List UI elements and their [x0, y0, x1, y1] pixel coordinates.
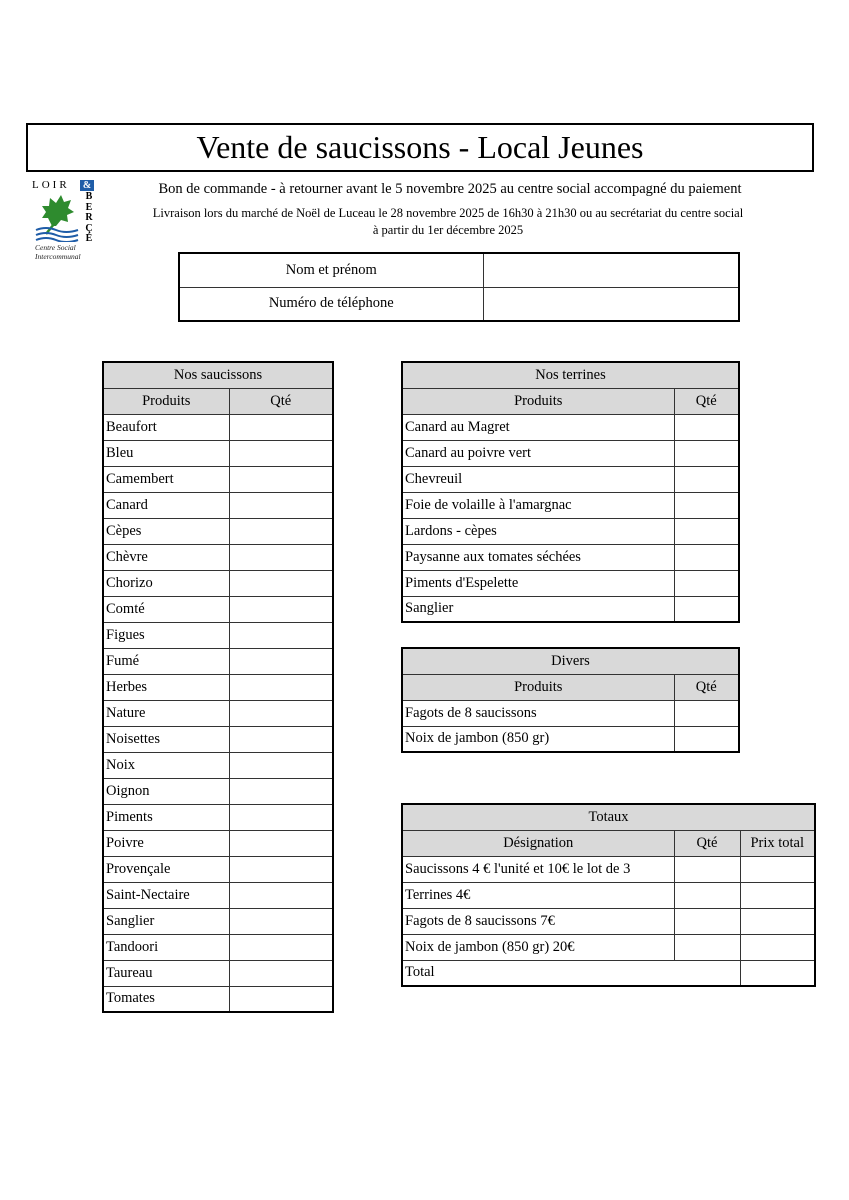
- qty-cell[interactable]: [674, 726, 739, 752]
- logo-caption: Centre Social Intercommunal: [35, 243, 81, 261]
- column-header-product: Produits: [402, 674, 674, 700]
- page-title: Vente de saucissons - Local Jeunes: [26, 123, 814, 172]
- qty-cell[interactable]: [229, 466, 333, 492]
- saucissons-table: [102, 361, 334, 1013]
- product-name: Canard: [103, 492, 229, 518]
- qty-cell[interactable]: [674, 414, 739, 440]
- qty-cell[interactable]: [229, 492, 333, 518]
- product-name: Chèvre: [103, 544, 229, 570]
- table-row: [103, 778, 333, 804]
- column-header-product: Produits: [402, 388, 674, 414]
- table-row: [103, 752, 333, 778]
- column-header-price: Prix total: [740, 830, 815, 856]
- qty-cell[interactable]: [674, 934, 740, 960]
- table-row: [402, 726, 739, 752]
- qty-cell[interactable]: [229, 622, 333, 648]
- column-header-designation: Désignation: [402, 830, 674, 856]
- table-row: [103, 596, 333, 622]
- total-price-cell[interactable]: [740, 960, 815, 986]
- column-header-qty: Qté: [229, 388, 333, 414]
- total-label: Total: [402, 960, 740, 986]
- table-row: [103, 726, 333, 752]
- table-title: Nos saucissons: [103, 362, 333, 388]
- product-name: Saucissons 4 € l'unité et 10€ le lot de 3: [402, 856, 674, 882]
- qty-cell[interactable]: [674, 856, 740, 882]
- product-name: Terrines 4€: [402, 882, 674, 908]
- product-name: Noix: [103, 752, 229, 778]
- product-name: Fagots de 8 saucissons: [402, 700, 674, 726]
- price-cell[interactable]: [740, 934, 815, 960]
- table-row: [402, 596, 739, 622]
- column-header-qty: Qté: [674, 830, 740, 856]
- product-name: Sanglier: [103, 908, 229, 934]
- table-row: [103, 986, 333, 1012]
- table-row: [402, 518, 739, 544]
- qty-cell[interactable]: [229, 752, 333, 778]
- table-row: [103, 700, 333, 726]
- qty-cell[interactable]: [229, 804, 333, 830]
- table-row: [103, 934, 333, 960]
- table-row: [402, 908, 815, 934]
- qty-cell[interactable]: [229, 960, 333, 986]
- qty-cell[interactable]: [229, 648, 333, 674]
- qty-cell[interactable]: [229, 908, 333, 934]
- product-name: Piments: [103, 804, 229, 830]
- table-row: [402, 492, 739, 518]
- table-row: [402, 570, 739, 596]
- logo-text: LOIR: [32, 179, 70, 191]
- column-header-qty: Qté: [674, 388, 739, 414]
- qty-cell[interactable]: [674, 518, 739, 544]
- qty-cell[interactable]: [229, 596, 333, 622]
- table-row: [103, 518, 333, 544]
- qty-cell[interactable]: [229, 934, 333, 960]
- column-header-qty: Qté: [674, 674, 739, 700]
- contact-table: [178, 252, 740, 322]
- name-label: Nom et prénom: [179, 253, 483, 287]
- table-row: [103, 492, 333, 518]
- qty-cell[interactable]: [229, 986, 333, 1012]
- product-name: Canard au Magret: [402, 414, 674, 440]
- product-name: Noisettes: [103, 726, 229, 752]
- qty-cell[interactable]: [674, 882, 740, 908]
- logo-ampersand: &: [80, 180, 94, 191]
- product-name: Provençale: [103, 856, 229, 882]
- product-name: Fagots de 8 saucissons 7€: [402, 908, 674, 934]
- product-name: Sanglier: [402, 596, 674, 622]
- table-title: Totaux: [402, 804, 815, 830]
- table-row: [103, 648, 333, 674]
- phone-field[interactable]: [483, 287, 739, 321]
- qty-cell[interactable]: [229, 830, 333, 856]
- product-name: Taureau: [103, 960, 229, 986]
- product-name: Chevreuil: [402, 466, 674, 492]
- table-row: [103, 544, 333, 570]
- qty-cell[interactable]: [229, 700, 333, 726]
- oak-leaf-icon: [34, 192, 82, 242]
- qty-cell[interactable]: [229, 882, 333, 908]
- qty-cell[interactable]: [674, 466, 739, 492]
- table-title: Nos terrines: [402, 362, 739, 388]
- column-header-product: Produits: [103, 388, 229, 414]
- name-field[interactable]: [483, 253, 739, 287]
- product-name: Paysanne aux tomates séchées: [402, 544, 674, 570]
- product-name: Beaufort: [103, 414, 229, 440]
- qty-cell[interactable]: [674, 596, 739, 622]
- table-row: [103, 622, 333, 648]
- qty-cell[interactable]: [229, 726, 333, 752]
- qty-cell[interactable]: [229, 570, 333, 596]
- table-row: [103, 440, 333, 466]
- product-name: Chorizo: [103, 570, 229, 596]
- qty-cell[interactable]: [229, 414, 333, 440]
- product-name: Poivre: [103, 830, 229, 856]
- phone-label: Numéro de téléphone: [179, 287, 483, 321]
- product-name: Bleu: [103, 440, 229, 466]
- product-name: Fumé: [103, 648, 229, 674]
- table-row: [402, 544, 739, 570]
- qty-cell[interactable]: [229, 778, 333, 804]
- order-subtitle: Bon de commande - à retourner avant le 5 novembre 2025 au centre social accompagné du paiement: [158, 181, 742, 197]
- product-name: Tomates: [103, 986, 229, 1012]
- qty-cell[interactable]: [674, 908, 740, 934]
- table-row: [103, 804, 333, 830]
- qty-cell[interactable]: [229, 544, 333, 570]
- table-row: [402, 440, 739, 466]
- table-row: [103, 908, 333, 934]
- table-row: [402, 856, 815, 882]
- qty-cell[interactable]: [229, 518, 333, 544]
- product-name: Camembert: [103, 466, 229, 492]
- product-name: Cèpes: [103, 518, 229, 544]
- qty-cell[interactable]: [674, 570, 739, 596]
- qty-cell[interactable]: [229, 440, 333, 466]
- terrines-table: [401, 361, 740, 623]
- product-name: Canard au poivre vert: [402, 440, 674, 466]
- qty-cell[interactable]: [674, 544, 739, 570]
- product-name: Noix de jambon (850 gr) 20€: [402, 934, 674, 960]
- table-row: [103, 674, 333, 700]
- table-row: [103, 414, 333, 440]
- product-name: Herbes: [103, 674, 229, 700]
- product-name: Piments d'Espelette: [402, 570, 674, 596]
- table-title: Divers: [402, 648, 739, 674]
- qty-cell[interactable]: [674, 440, 739, 466]
- qty-cell[interactable]: [229, 856, 333, 882]
- table-row: [103, 570, 333, 596]
- product-name: Comté: [103, 596, 229, 622]
- price-cell[interactable]: [740, 908, 815, 934]
- table-row: [402, 700, 739, 726]
- table-row: [402, 934, 815, 960]
- table-row: [103, 466, 333, 492]
- table-row: [103, 856, 333, 882]
- product-name: Foie de volaille à l'amargnac: [402, 492, 674, 518]
- logo: [26, 179, 98, 265]
- divers-table: [401, 647, 740, 753]
- price-cell[interactable]: [740, 882, 815, 908]
- product-name: Nature: [103, 700, 229, 726]
- product-name: Lardons - cèpes: [402, 518, 674, 544]
- qty-cell[interactable]: [674, 492, 739, 518]
- product-name: Oignon: [103, 778, 229, 804]
- product-name: Figues: [103, 622, 229, 648]
- table-row: [402, 414, 739, 440]
- logo-side-text: B E R Ç É: [85, 191, 93, 244]
- price-cell[interactable]: [740, 856, 815, 882]
- totaux-table: [401, 803, 816, 987]
- product-name: Tandoori: [103, 934, 229, 960]
- table-row: [103, 882, 333, 908]
- delivery-info: Livraison lors du marché de Noël de Luceau le 28 novembre 2025 de 16h30 à 21h30 ou au secrétariat du centre social à partir du 1er décembre 2025: [152, 206, 744, 237]
- product-name: Noix de jambon (850 gr): [402, 726, 674, 752]
- qty-cell[interactable]: [229, 674, 333, 700]
- table-row: [103, 960, 333, 986]
- table-row: [103, 830, 333, 856]
- product-name: Saint-Nectaire: [103, 882, 229, 908]
- table-row: [402, 882, 815, 908]
- qty-cell[interactable]: [674, 700, 739, 726]
- table-row: [402, 466, 739, 492]
